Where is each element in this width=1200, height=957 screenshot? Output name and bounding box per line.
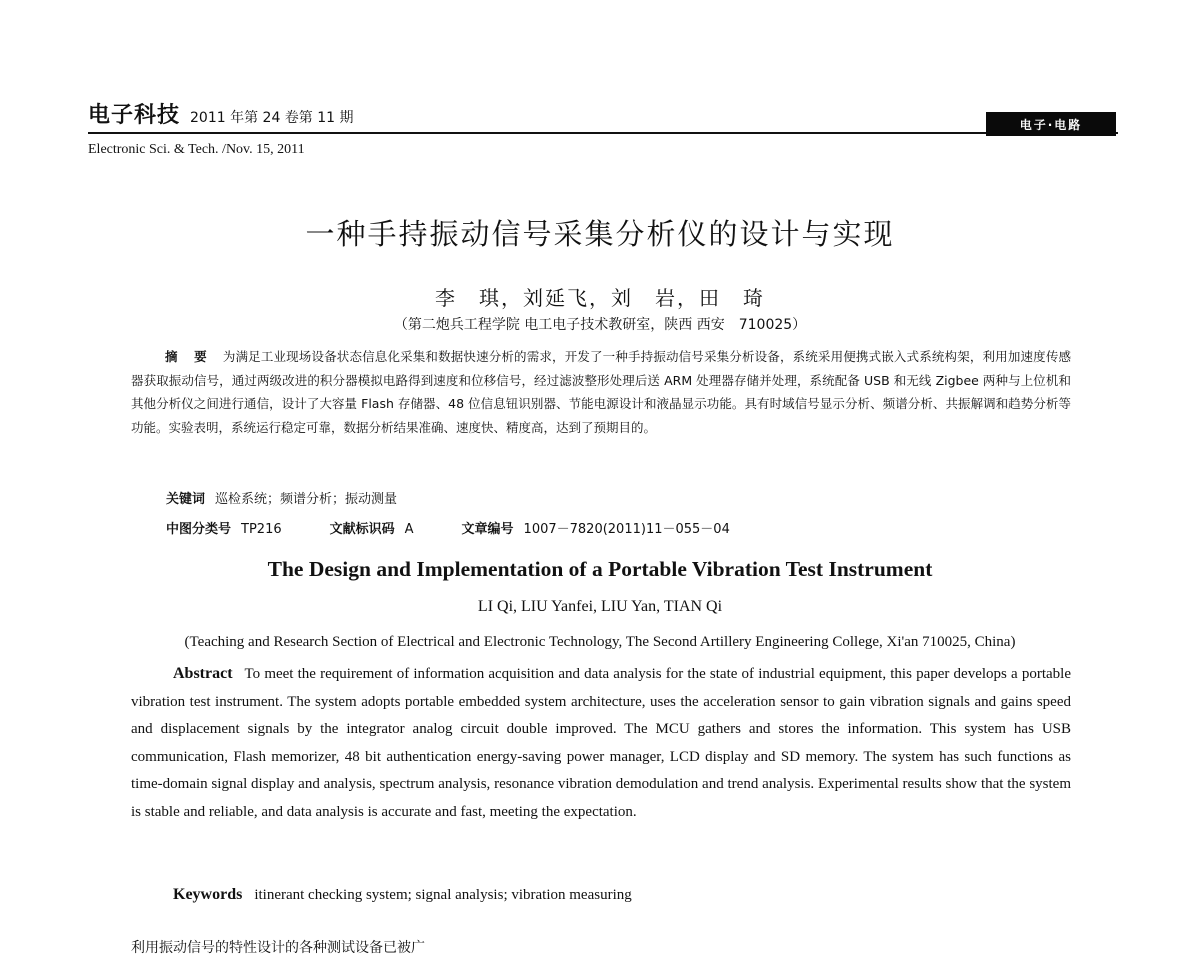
keywords-en-label: Keywords [173, 886, 243, 903]
keywords-en [173, 886, 632, 904]
doc-code-label: 文献标识码 [329, 522, 395, 537]
authors-cn: 李 琪，刘延飞，刘 岩，田 琦 [435, 286, 765, 310]
article-no-item [462, 518, 730, 537]
article-no-label: 文章编号 [461, 522, 514, 537]
paper-title-cn: 一种手持振动信号采集分析仪的设计与实现 [305, 217, 895, 251]
authors-en: LI Qi, LIU Yanfei, LIU Yan, TIAN Qi [477, 598, 723, 615]
affiliation-cn: （第二炮兵工程学院 电工电子技术教研室，陕西 西安 710025） [393, 317, 807, 333]
keywords-cn [166, 488, 397, 507]
paper-title-en: The Design and Implementation of a Portable Vibration Test Instrument [267, 557, 933, 581]
clc-label: 中图分类号 [166, 522, 232, 537]
classification-line [166, 518, 778, 537]
header-rule [88, 132, 1118, 134]
journal-logo: 电子科技 [88, 102, 181, 128]
clc-item [166, 518, 282, 537]
affiliation-en: (Teaching and Research Section of Electrical and Electronic Technology, The Second Artillery Engineering College, Xi'an 710025, China) [184, 634, 1016, 650]
abstract-cn-text: 为满足工业现场设备状态信息化采集和数据快速分析的需求，开发了一种手持振动信号采集分析设备，系统采用便携式嵌入式系统构架，利用加速度传感器获取振动信号，通过两级改进的积分器模拟电路得到速度和位移信号，经过滤波整形处理后送 ARM 处理器存储并处理，系统配备 USB 和无线 Zigbee 两种与上位机和其他分析仪之间进行通信，设计了大容量 Flash 存储器、48 位信息钮识别器、节能电源设计和液晶显示功能。具有时域信号显示分析、频谱分析、共振解调和趋势分析等功能。实验表明，系统运行稳定可靠，数据分析结果准确、速度快、精度高，达到了预期目的。 [131, 349, 1071, 435]
journal-info-en: Electronic Sci. & Tech. /Nov. 15, 2011 [88, 142, 305, 157]
doc-code-item [330, 518, 414, 537]
abstract-en-text: To meet the requirement of information acquisition and data analysis for the state of industrial equipment, this paper develops a portable vibration test instrument. The system adopts portable embedded system architecture, uses the acceleration sensor to gain vibration signals and gains speed and displacement signals by the integrator analog circuit double improved. The MCU gathers and stores the information. This system has USB communication, Flash memorizer, 48 bit authentication energy-saving power manager, LCD display and SD memory. The system has such functions as time-domain signal display and analysis, spectrum analysis, resonance vibration demodulation and trend analysis. Experimental results show that the system is stable and reliable, and data analysis is accurate and fast, meeting the expectation. [131, 666, 1071, 820]
abstract-en-label: Abstract [173, 665, 233, 682]
article-no-value: 1007－7820(2011)11－055－04 [523, 522, 730, 537]
abstract-cn-label: 摘 要 [165, 349, 213, 364]
abstract-en [131, 660, 1071, 826]
journal-header [88, 98, 354, 129]
body-first-line: 利用振动信号的特性设计的各种测试设备已被广 [131, 940, 425, 956]
clc-value: TP216 [241, 522, 282, 537]
keywords-en-text: itinerant checking system; signal analysis; vibration measuring [254, 887, 632, 903]
keywords-cn-label: 关键词 [166, 492, 206, 507]
keywords-cn-text: 巡检系统；频谱分析；振动测量 [215, 492, 398, 507]
abstract-cn [131, 345, 1071, 439]
issue-info-cn: 2011 年第 24 卷第 11 期 [190, 110, 354, 126]
doc-code-value: A [404, 522, 414, 537]
column-badge: 电子·电路 [986, 112, 1116, 136]
